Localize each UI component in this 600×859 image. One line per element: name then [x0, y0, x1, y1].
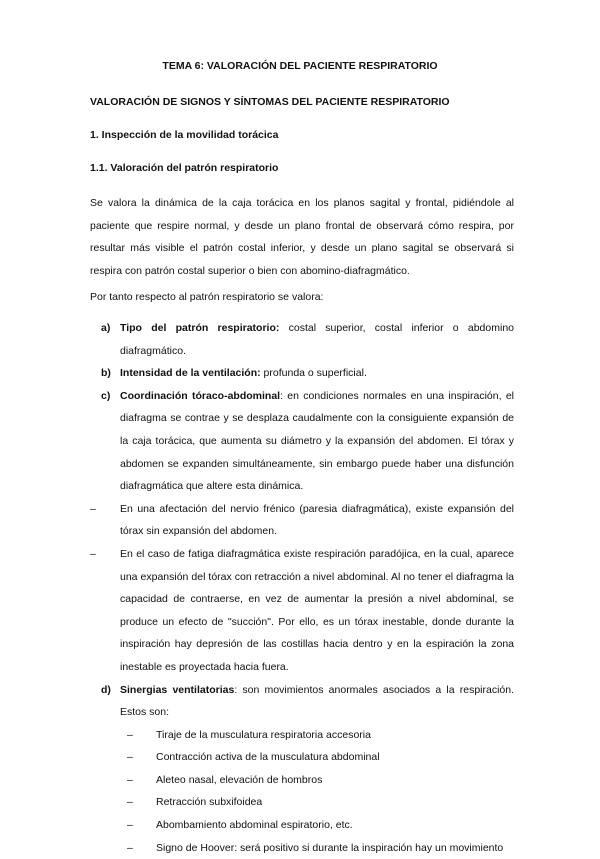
intro-paragraph: Se valora la dinámica de la caja torácica en los planos sagital y frontal, pidiéndole al paciente que respire normal, y desde un plano frontal de observará cómo respira, por resultar más visible el patrón costal inferior, y desde un plano sagital se observará si respira con patrón costal superior o bien con abomino-diafragmático. [90, 192, 514, 282]
list-item-c [90, 385, 514, 498]
list-item-text: : en condiciones normales en una inspiración, el diafragma se contrae y se desplaza caudalmente con la consiguiente expansión de la caja torácica, que aumenta su diámetro y la expansión del abdomen. El tórax y abdomen se expanden simultáneamente, sin embargo puede haber una disfunción diafragmática que altere esta dinámica. [120, 390, 514, 492]
document-title: TEMA 6: VALORACIÓN DEL PACIENTE RESPIRATORIO [0, 60, 600, 72]
list-marker: b) [101, 362, 111, 385]
sub-list-item-text: Contracción activa de la musculatura abdominal [156, 751, 380, 763]
dash-marker: – [127, 769, 133, 792]
section-heading-1-1: 1.1. Valoración del patrón respiratorio [90, 162, 278, 174]
list-marker: a) [101, 317, 110, 340]
sub-list-item-text: Tiraje de la musculatura respiratoria accesoria [156, 729, 371, 741]
dash-marker: – [127, 724, 133, 747]
sub-list-item [120, 791, 514, 814]
dash-marker: – [127, 746, 133, 769]
main-heading: VALORACIÓN DE SIGNOS Y SÍNTOMAS DEL PACIENTE RESPIRATORIO [90, 96, 450, 108]
list-item-term: Intensidad de la ventilación: [120, 367, 261, 379]
sub-list-item-text: Retracción subxifoidea [156, 796, 262, 808]
list-item-a [90, 317, 514, 362]
sub-list-item [120, 746, 514, 769]
list-item-term: Tipo del patrón respiratorio: [120, 322, 279, 334]
dash-marker: – [90, 498, 96, 521]
sub-list-item [120, 769, 514, 792]
dash-marker: – [90, 543, 96, 566]
list-item-b [90, 362, 514, 385]
list-item-dash-1 [90, 498, 514, 543]
sub-list-item-text: Aleteo nasal, elevación de hombros [156, 774, 322, 786]
list-marker: d) [101, 679, 111, 702]
list-item-text: En una afectación del nervio frénico (paresia diafragmática), existe expansión del tórax sin expansión del abdomen. [120, 503, 514, 538]
dash-marker: – [127, 814, 133, 837]
dash-marker: – [127, 837, 133, 859]
assessment-list [90, 317, 514, 859]
list-item-text: : son movimientos anormales asociados a la respiración. Estos son: [120, 684, 514, 719]
list-marker: c) [101, 385, 110, 408]
list-item-dash-2 [90, 543, 514, 679]
list-item-term: Sinergias ventilatorias [120, 684, 234, 696]
sub-list-item [120, 724, 514, 747]
list-item-text: En el caso de fatiga diafragmática existe respiración paradójica, en la cual, aparece una expansión del tórax con retracción a nivel abdominal. Al no tener el diafragma la capacidad de contraerse, en vez de aumentar la presión a nivel abdominal, se produce un efecto de "succión". Por ello, es un tórax inestable, donde durante la inspiración hay depresión de las costillas hacia dentro y en la espiración la zona inestable es proyectada hacia fuera. [120, 548, 514, 673]
list-item-term: Coordinación tóraco-abdominal [120, 390, 280, 402]
sub-list-item [120, 814, 514, 837]
synergy-sublist [120, 724, 514, 859]
section-heading-1: 1. Inspección de la movilidad torácica [90, 129, 278, 141]
list-item-text: profunda o superficial. [261, 367, 367, 379]
lead-paragraph: Por tanto respecto al patrón respiratorio se valora: [90, 286, 514, 309]
list-item-text: costal superior, costal inferior o abdomino diafragmático. [120, 322, 514, 357]
sub-list-item-text: Signo de Hoover: será positivo si durante la inspiración hay un movimiento [156, 842, 503, 854]
list-item-d [90, 679, 514, 859]
sub-list-item-text: Abombamiento abdominal espiratorio, etc. [156, 819, 353, 831]
dash-marker: – [127, 791, 133, 814]
